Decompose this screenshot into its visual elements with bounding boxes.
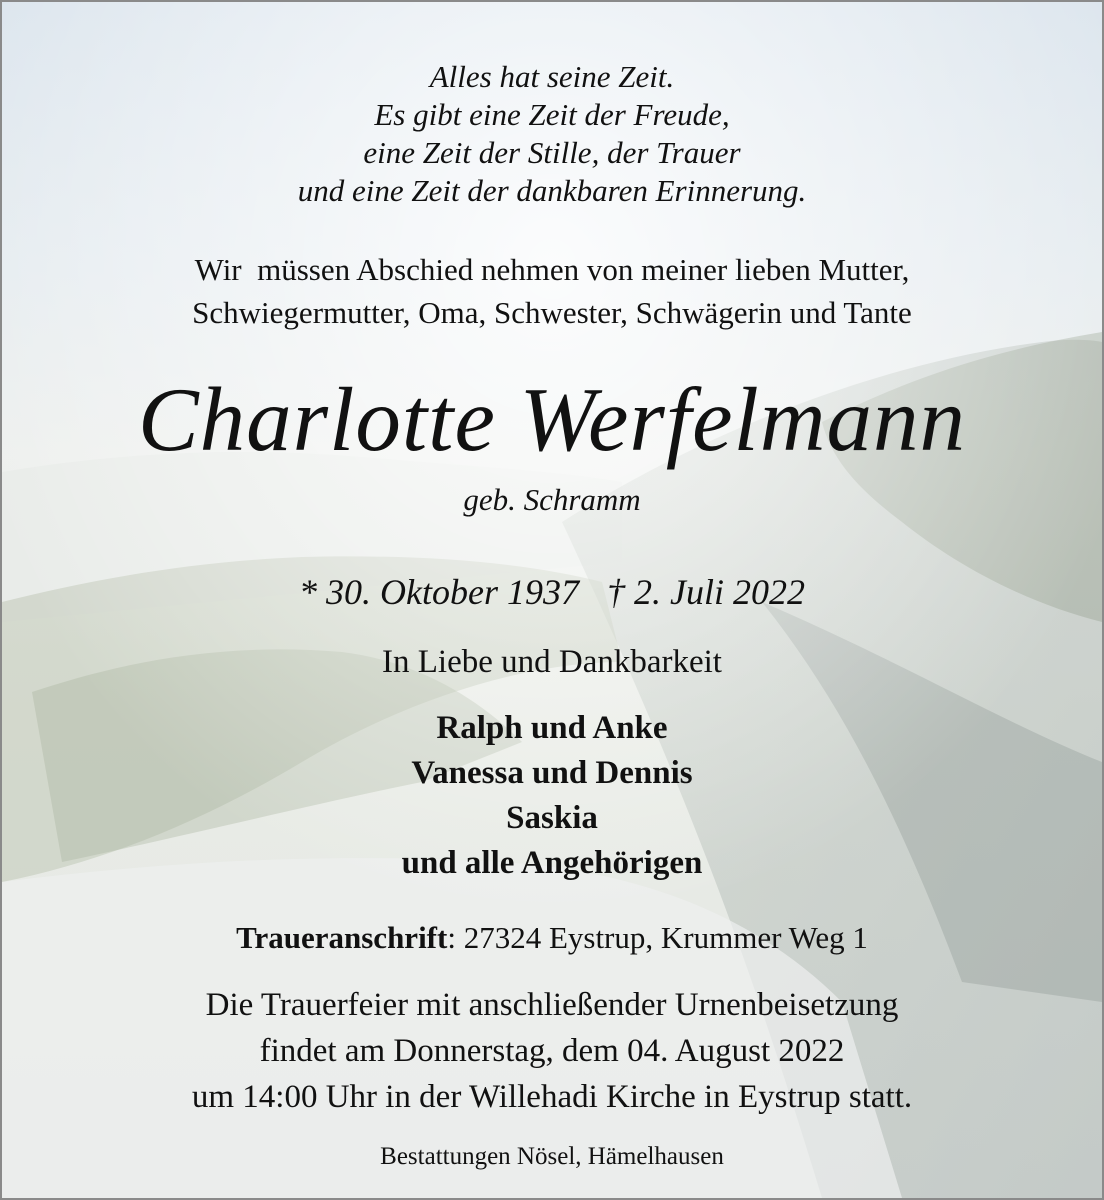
address-value: : 27324 Eystrup, Krummer Weg 1 — [447, 920, 868, 955]
verse-line: eine Zeit der Stille, der Trauer — [363, 135, 741, 170]
verse-line: Alles hat seine Zeit. — [429, 59, 675, 94]
service-line: um 14:00 Uhr in der Willehadi Kirche in Eystrup statt. — [191, 1079, 913, 1115]
mourning-address — [2, 916, 1102, 960]
verse-line: Es gibt eine Zeit der Freude, — [374, 97, 730, 132]
deceased-name: Charlotte Werfelmann — [137, 369, 967, 470]
intro-line: Schwiegermutter, Oma, Schwester, Schwägerin und Tante — [192, 295, 912, 330]
death-date: † 2. Juli 2022 — [606, 572, 805, 612]
mourner-line: Vanessa und Dennis — [411, 755, 693, 791]
maiden-name: geb. Schramm — [463, 482, 641, 517]
undertaker: Bestattungen Nösel, Hämelhausen — [380, 1143, 724, 1170]
mourner-line: Ralph und Anke — [436, 710, 668, 746]
address-label: Traueranschrift — [236, 920, 448, 955]
verse — [2, 58, 1102, 210]
mourner-line: Saskia — [506, 800, 598, 836]
closing-phrase: In Liebe und Dankbarkeit — [382, 644, 722, 680]
intro-line: Wir müssen Abschied nehmen von meiner lieben Mutter, — [194, 252, 910, 287]
funeral-service-info — [2, 982, 1102, 1120]
mourner-line: und alle Angehörigen — [401, 845, 703, 881]
birth-date: * 30. Oktober 1937 — [299, 572, 579, 612]
life-dates — [2, 570, 1102, 614]
verse-line: und eine Zeit der dankbaren Erinnerung. — [297, 173, 807, 208]
intro-text — [2, 248, 1102, 334]
service-line: findet am Donnerstag, dem 04. August 2022 — [259, 1033, 845, 1069]
service-line: Die Trauerfeier mit anschließender Urnenbeisetzung — [205, 987, 899, 1023]
mourners-list — [2, 706, 1102, 886]
